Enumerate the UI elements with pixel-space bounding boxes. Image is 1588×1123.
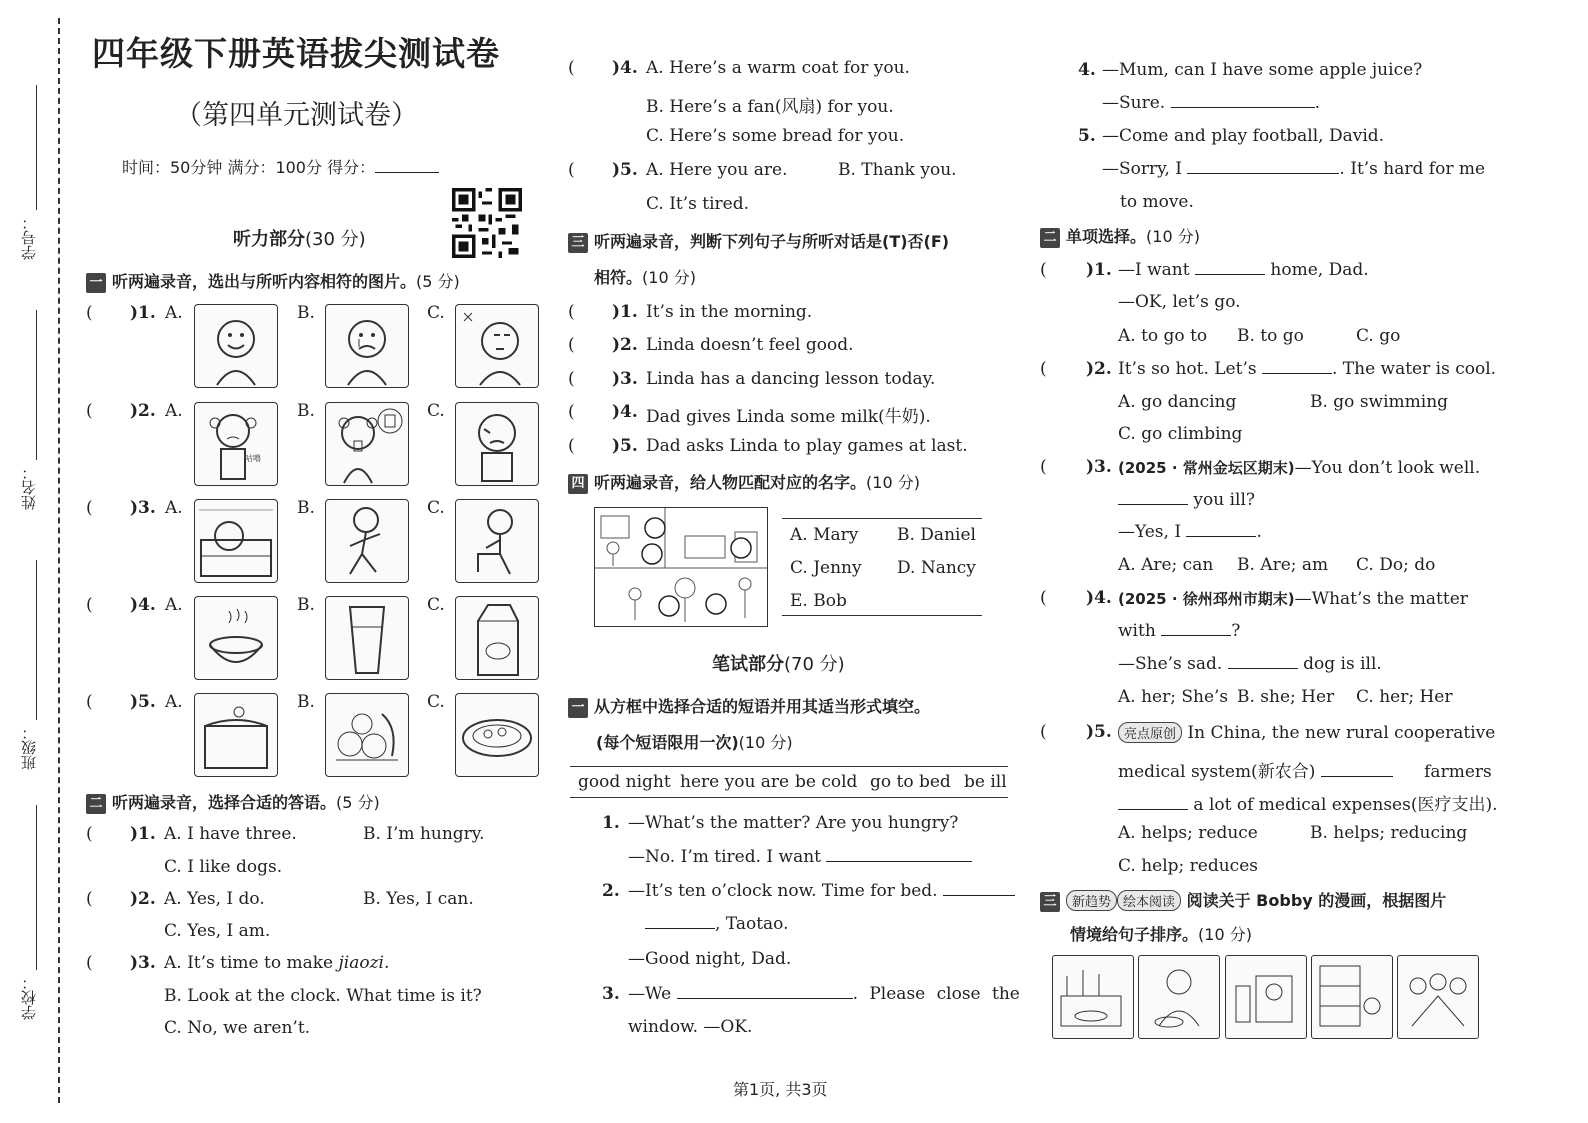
comic-panel-2-icon[interactable] [1138, 955, 1220, 1039]
answer-bracket[interactable]: ( [86, 595, 93, 615]
milk-carton-icon[interactable] [455, 596, 539, 680]
answer-blank[interactable] [1171, 95, 1315, 108]
picture-book-tag: 绘本阅读 [1117, 890, 1181, 911]
answer-bracket[interactable]: ( [568, 160, 575, 180]
option-a-text: A. It’s time to make [164, 953, 334, 973]
dialogue-line: —Mum, can I have some apple juice? [1102, 60, 1423, 80]
section-number-badge: 三 [1040, 892, 1060, 912]
section-title: 听两遍录音，判断下列句子与所听对话是(T)否(F) [594, 232, 950, 251]
answer-bracket[interactable]: ( [1040, 260, 1047, 280]
question-line: with ? [1118, 621, 1241, 641]
answer-blank[interactable] [677, 986, 853, 999]
page-subtitle: （第四单元测试卷） [175, 100, 418, 131]
option-b: B. Are; am [1237, 555, 1329, 575]
phrase-option: be ill [964, 772, 1007, 792]
question-number: 5. [1078, 126, 1096, 146]
answer-bracket[interactable]: ( [568, 402, 575, 422]
comic-section-heading-cont [1070, 922, 1252, 945]
answer-blank[interactable] [1262, 361, 1332, 374]
page-footer: 第1页, 共3页 [733, 1080, 828, 1099]
option-letter: A. [165, 692, 183, 712]
answer-blank[interactable] [1186, 524, 1256, 537]
question-number: )4. [612, 402, 638, 422]
answer-bracket[interactable]: ( [86, 889, 93, 909]
section-3-heading-cont [594, 265, 696, 288]
answer-bracket[interactable]: ( [568, 58, 575, 78]
question-number: )3. [130, 953, 156, 973]
soup-bowl-icon[interactable] [194, 596, 278, 680]
option-a: A. to go to [1118, 326, 1208, 346]
section-title: 从方框中选择合适的短语并用其适当形式填空。 [594, 697, 931, 716]
question-line [1118, 490, 1255, 510]
exam-meta-text: 时间：50分钟 满分：100分 得分： [122, 158, 376, 177]
comic-panel-4-icon[interactable] [1311, 955, 1393, 1039]
answer-blank[interactable] [1321, 764, 1393, 777]
mc-section-heading [1040, 224, 1200, 248]
question-text: you ill? [1193, 490, 1256, 510]
answer-bracket[interactable]: ( [1040, 457, 1047, 477]
binding-margin [0, 0, 62, 1123]
dialogue-line [645, 914, 789, 934]
question-text: In China, the new rural cooperative [1187, 723, 1496, 743]
cut-line [58, 18, 60, 1103]
dialogue-line: —Come and play football, David. [1102, 126, 1385, 146]
phrase-option: go to bed [870, 772, 951, 792]
cake-icon[interactable] [194, 693, 278, 777]
question-line [1118, 260, 1369, 280]
id-label: 学号： [20, 215, 38, 260]
section-points: (10 分) [642, 268, 696, 287]
section-points: (5 分) [336, 793, 380, 812]
question-text: farmers [1424, 762, 1492, 782]
option-c: C. her; Her [1356, 687, 1453, 707]
dialogue-text: —Sorry, I [1102, 159, 1183, 179]
option-c: C. It’s tired. [646, 194, 750, 214]
question-line [1118, 654, 1382, 674]
score-blank[interactable] [375, 158, 439, 173]
question-number: )2. [130, 889, 156, 909]
name-option: A. Mary [790, 525, 859, 545]
option-b: B. helps; reducing [1310, 823, 1468, 843]
dialogue-text: —We [628, 984, 672, 1004]
question-number: 3. [602, 984, 620, 1004]
question-line [1118, 757, 1492, 782]
class-line [36, 560, 37, 720]
answer-blank[interactable] [1118, 492, 1188, 505]
section-4-heading [568, 470, 920, 494]
question-text: —She’s sad. [1118, 654, 1223, 674]
answer-blank[interactable] [1161, 623, 1231, 636]
hungry-girl-icon[interactable] [194, 402, 278, 486]
question-line [1118, 457, 1480, 478]
option-letter: B. [297, 595, 315, 615]
section-number-badge: 二 [86, 794, 106, 814]
answer-blank[interactable] [1187, 161, 1339, 174]
option-a: A. Here’s a warm coat for you. [646, 58, 910, 78]
option-letter: A. [165, 595, 183, 615]
option-letter: A. [165, 401, 183, 421]
section-number-badge: 三 [568, 233, 588, 253]
smiling-boy-icon[interactable] [194, 304, 278, 388]
question-line [1118, 722, 1495, 743]
question-number: )1. [130, 824, 156, 844]
question-number: )3. [1086, 457, 1112, 477]
dialogue-line: —Good night, Dad. [628, 949, 792, 969]
question-text: . The water is cool. [1331, 359, 1497, 379]
dialogue-text: —It’s ten o’clock now. Time for bed. [628, 881, 938, 901]
question-number: )2. [612, 335, 638, 355]
school-line [36, 805, 37, 970]
listening-part-points: (30 分) [305, 229, 366, 250]
option-a: A. Yes, I do. [164, 889, 265, 909]
question-line [1118, 359, 1496, 379]
answer-bracket[interactable]: ( [86, 824, 93, 844]
girl-drinking-icon[interactable] [325, 402, 409, 486]
trend-tag: 新趋势 [1066, 890, 1117, 911]
option-b: B. go swimming [1310, 392, 1449, 412]
option-b: B. Yes, I can. [363, 889, 474, 909]
name-option: C. Jenny [790, 558, 862, 578]
answer-bracket[interactable]: ( [86, 303, 93, 323]
section-1-heading [86, 269, 460, 293]
question-line [1118, 790, 1498, 815]
question-text: medical system(新农合) [1118, 762, 1316, 782]
section-title: 听两遍录音，选择合适的答语。 [112, 793, 337, 812]
plate-of-food-icon[interactable] [455, 693, 539, 777]
section-2-heading [86, 790, 380, 814]
answer-bracket[interactable]: ( [568, 436, 575, 456]
option-c: C. go [1356, 326, 1401, 346]
question-text: —I want [1118, 260, 1190, 280]
running-boy-icon[interactable] [325, 499, 409, 583]
option-letter: C. [427, 692, 445, 712]
comic-panel-5-icon[interactable] [1397, 955, 1479, 1039]
dialogue-line: —Sure. . [1102, 93, 1320, 113]
section-points: (10 分) [1146, 227, 1200, 246]
option-b: B. she; Her [1237, 687, 1335, 707]
answer-bracket[interactable]: ( [1040, 359, 1047, 379]
written-part-points: (70 分) [784, 654, 845, 675]
glass-of-water-icon[interactable] [325, 596, 409, 680]
option-c: C. I like dogs. [164, 857, 283, 877]
question-text: home, Dad. [1270, 260, 1369, 280]
dialogue-text: —Sure. [1102, 93, 1166, 113]
id-line [36, 85, 37, 210]
option-a: A. I have three. [164, 824, 297, 844]
option-c: C. help; reduces [1118, 856, 1258, 876]
question-text: —You don’t look well. [1294, 458, 1481, 478]
option-c: C. Do; do [1356, 555, 1436, 575]
question-number: 1. [602, 813, 620, 833]
answer-blank[interactable] [943, 883, 1015, 896]
question-number: 4. [1078, 60, 1096, 80]
section-number-badge: 一 [86, 273, 106, 293]
dialogue-line [628, 984, 1020, 1004]
option-letter: C. [427, 595, 445, 615]
question-source: (2025 · 徐州邳州市期末) [1118, 590, 1295, 608]
answer-bracket[interactable]: ( [86, 953, 93, 973]
name-label: 姓名： [20, 465, 38, 510]
phrase-box [570, 766, 1008, 798]
dialogue-line [628, 847, 972, 867]
option-a: A. Here you are. [646, 160, 788, 180]
question-number: )4. [1086, 588, 1112, 608]
section-3-heading [568, 229, 949, 253]
tired-boy-icon[interactable] [455, 304, 539, 388]
section-title: 单项选择。 [1066, 227, 1147, 246]
question-text: with [1118, 621, 1156, 641]
option-letter: A. [165, 498, 183, 518]
exam-meta [122, 155, 439, 178]
boy-in-bed-icon[interactable] [194, 499, 278, 583]
option-letter: B. [297, 401, 315, 421]
written-part-title [712, 650, 845, 676]
option-c: C. go climbing [1118, 424, 1243, 444]
option-letter: B. [297, 303, 315, 323]
answer-blank[interactable] [1228, 656, 1298, 669]
section-subtitle: (每个短语限用一次) [596, 733, 739, 752]
answer-blank[interactable] [1118, 797, 1188, 810]
comic-panel-1-icon[interactable] [1052, 955, 1134, 1039]
option-a [164, 953, 389, 973]
option-b: B. to go [1237, 326, 1304, 346]
listening-part-label: 听力部分 [233, 229, 305, 250]
question-number: )4. [612, 58, 638, 78]
question-number: )2. [1086, 359, 1112, 379]
class-label: 班级： [20, 725, 38, 770]
written-section-1-heading [568, 694, 930, 718]
answer-bracket[interactable]: ( [568, 302, 575, 322]
question-number: 2. [602, 881, 620, 901]
question-number: )5. [612, 436, 638, 456]
question-number: )2. [130, 401, 156, 421]
question-text: It’s so hot. Let’s [1118, 359, 1257, 379]
sad-child-icon[interactable] [455, 402, 539, 486]
question-number: )1. [1086, 260, 1112, 280]
section-points: (10 分) [738, 733, 793, 752]
question-text: dog is ill. [1303, 654, 1382, 674]
written-section-1-sub [596, 730, 793, 753]
option-b: B. Here’s a fan(风扇) for you. [646, 97, 894, 117]
option-a: A. helps; reduce [1118, 823, 1258, 843]
question-number: )5. [612, 160, 638, 180]
question-text: —Yes, I [1118, 522, 1182, 542]
comic-section-heading [1040, 888, 1446, 912]
answer-blank[interactable] [645, 916, 715, 929]
name-option: E. Bob [790, 591, 847, 611]
question-line [1118, 588, 1468, 609]
dialogue-text: , Taotao. [715, 914, 789, 934]
section-points: (10 分) [866, 473, 920, 492]
option-letter: C. [427, 401, 445, 421]
question-number: )5. [1086, 722, 1112, 742]
phrase-option: good night [578, 772, 671, 792]
sitting-boy-icon[interactable] [455, 499, 539, 583]
question-text: —What’s the matter [1294, 589, 1468, 609]
question-source: (2025 · 常州金坛区期末) [1118, 459, 1295, 477]
option-letter: A. [165, 303, 183, 323]
question-number: )1. [130, 303, 156, 323]
dialogue-line: window. —OK. [628, 1017, 753, 1037]
option-b: B. Look at the clock. What time is it? [164, 986, 482, 1006]
option-letter: C. [427, 498, 445, 518]
statement-text: Linda has a dancing lesson today. [646, 369, 936, 389]
written-part-label: 笔试部分 [712, 654, 784, 675]
answer-bracket[interactable]: ( [1040, 722, 1047, 742]
answer-bracket[interactable]: ( [568, 335, 575, 355]
dialogue-text: . Please close the [852, 984, 1020, 1004]
matching-scene-image [594, 507, 768, 627]
answer-bracket[interactable]: ( [86, 692, 93, 712]
svg-text:咕噜: 咕噜 [245, 454, 261, 463]
section-points: (5 分) [416, 272, 460, 291]
original-tag: 亮点原创 [1118, 722, 1182, 743]
option-c: C. No, we aren’t. [164, 1018, 311, 1038]
phrase-option: here you are [680, 772, 790, 792]
school-label: 学校： [20, 975, 38, 1020]
name-option: B. Daniel [897, 525, 976, 545]
name-option: D. Nancy [897, 558, 976, 578]
dialogue-line: —What’s the matter? Are you hungry? [628, 813, 959, 833]
fruit-basket-icon[interactable] [325, 693, 409, 777]
question-number: )5. [130, 692, 156, 712]
dialogue-text: —No. I’m tired. I want [628, 847, 821, 867]
statement-text: It’s in the morning. [646, 302, 813, 322]
option-a: A. go dancing [1118, 392, 1237, 412]
dialogue-text: . It’s hard for me [1339, 159, 1486, 179]
answer-bracket[interactable]: ( [1040, 588, 1047, 608]
name-options-box [782, 518, 982, 616]
section-title: 听两遍录音，选出与所听内容相符的图片。 [112, 272, 417, 291]
option-a: A. Are; can [1118, 555, 1214, 575]
option-c: C. Here’s some bread for you. [646, 126, 905, 146]
answer-blank[interactable] [826, 849, 972, 862]
option-letter: B. [297, 692, 315, 712]
option-letter: C. [427, 303, 445, 323]
section-title: 阅读关于 Bobby 的漫画，根据图片 [1186, 891, 1447, 910]
page-title: 四年级下册英语拔尖测试卷 [92, 34, 500, 73]
statement-text: Dad gives Linda some milk(牛奶). [646, 407, 931, 427]
statement-text: Linda doesn’t feel good. [646, 335, 854, 355]
option-a-italic: jiaozi. [338, 953, 390, 973]
option-letter: B. [297, 498, 315, 518]
question-number: )3. [130, 498, 156, 518]
answer-bracket[interactable]: ( [568, 369, 575, 389]
dialogue-line: to move. [1120, 192, 1194, 212]
section-title-cont: 情境给句子排序。 [1070, 925, 1199, 944]
section-number-badge: 四 [568, 474, 588, 494]
listening-part-title [233, 225, 366, 251]
section-title: 听两遍录音，给人物匹配对应的名字。 [594, 473, 867, 492]
answer-bracket[interactable]: ( [86, 401, 93, 421]
section-number-badge: 一 [568, 698, 588, 718]
answer-blank[interactable] [1195, 262, 1265, 275]
dialogue-line [1102, 159, 1485, 179]
section-points: (10 分) [1198, 925, 1252, 944]
section-number-badge: 二 [1040, 228, 1060, 248]
option-b: B. Thank you. [838, 160, 957, 180]
statement-text: Dad asks Linda to play games at last. [646, 436, 968, 456]
answer-bracket[interactable]: ( [86, 498, 93, 518]
name-line [36, 310, 37, 460]
option-c: C. Yes, I am. [164, 921, 271, 941]
crying-boy-icon[interactable] [325, 304, 409, 388]
option-b: B. I’m hungry. [363, 824, 485, 844]
section-title-cont: 相符。 [594, 268, 643, 287]
question-line: —Yes, I . [1118, 522, 1262, 542]
option-a: A. her; She’s [1118, 687, 1229, 707]
question-line: —OK, let’s go. [1118, 292, 1241, 312]
question-number: )1. [612, 302, 638, 322]
dialogue-line [628, 881, 1015, 901]
question-number: )4. [130, 595, 156, 615]
question-text: a lot of medical expenses(医疗支出). [1193, 795, 1498, 815]
phrase-option: be cold [795, 772, 858, 792]
comic-panel-3-icon[interactable] [1225, 955, 1307, 1039]
qr-code-icon[interactable] [452, 188, 522, 258]
question-number: )3. [612, 369, 638, 389]
